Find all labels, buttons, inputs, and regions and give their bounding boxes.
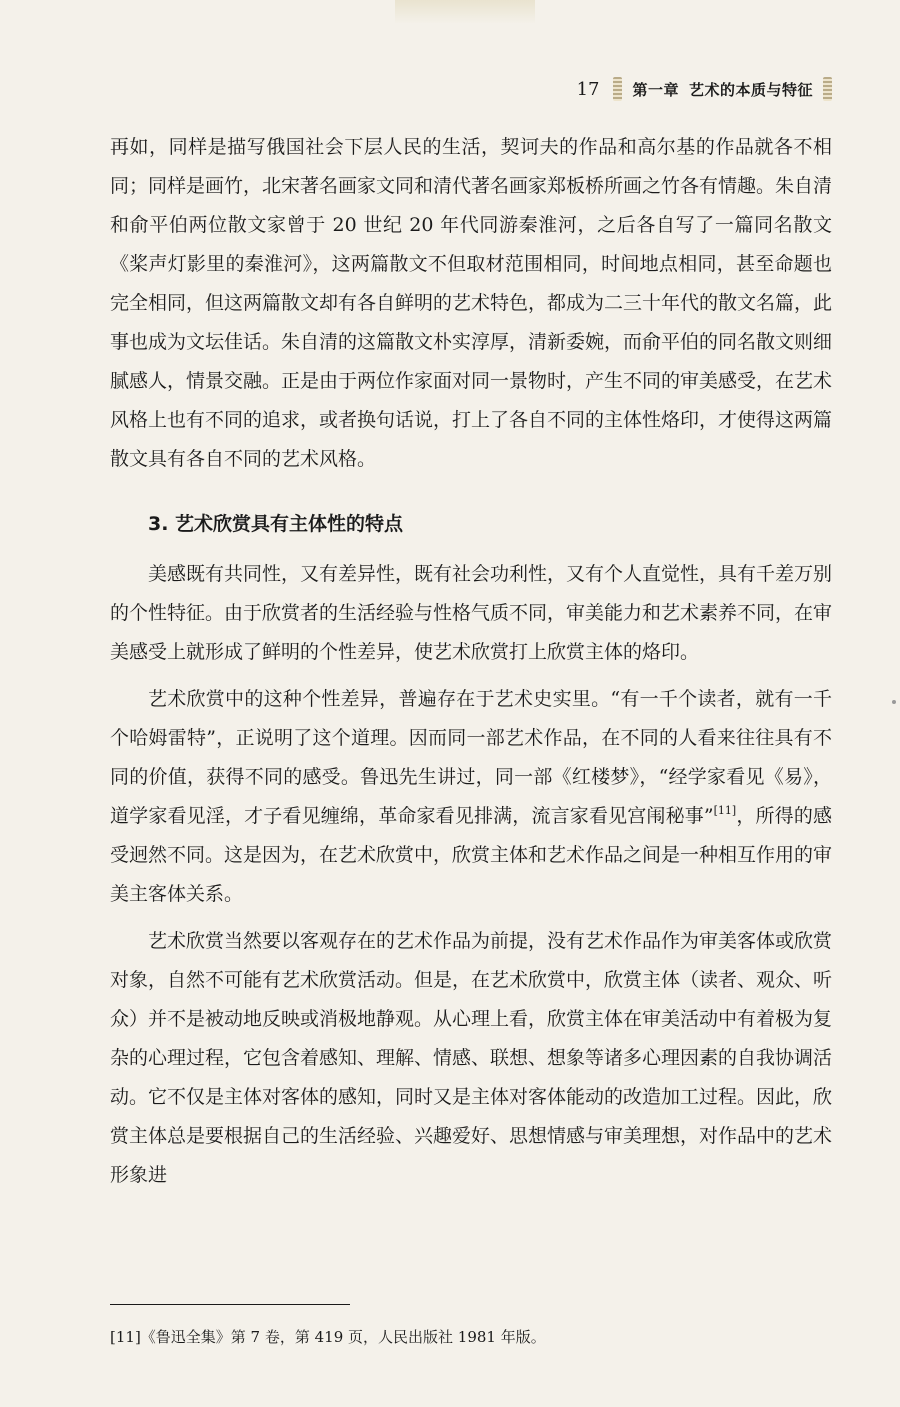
paragraph-text: 艺术欣赏中的这种个性差异，普遍存在于艺术史实里。“有一千个读者，就有一千个哈姆雷特”，正说明了这个道理。因而同一部艺术作品，在不同的人看来往往具有不同的价值，获得不同的感受。鲁迅先生讲过，同一部《红楼梦》，“经学家看见《易》，道学家看见淫，才子看见缠绵，革命家看见排满，流言家看见宫闱秘事” bbox=[110, 688, 832, 827]
section-heading: 3. 艺术欣赏具有主体性的特点 bbox=[148, 513, 404, 535]
paragraph-text: ，所得的感受迥然不同。这是因为，在艺术欣赏中，欣赏主体和艺术作品之间是一种相互作用的审美主客体关系。 bbox=[110, 805, 833, 905]
paragraph: 美感既有共同性，又有差异性，既有社会功利性，又有个人直觉性，具有千差万别的个性特征。由于欣赏者的生活经验与性格气质不同，审美能力和艺术素养不同，在审美感受上就形成了鲜明的个性差异，使艺术欣赏打上欣赏主体的烙印。 bbox=[110, 563, 833, 663]
header-ornament-icon bbox=[823, 77, 832, 101]
header-ornament-icon bbox=[613, 77, 622, 101]
body-text bbox=[110, 128, 832, 1195]
scan-speck bbox=[892, 700, 896, 704]
chapter-title: 艺术的本质与特征 bbox=[688, 80, 813, 99]
chapter-label: 第一章 bbox=[632, 80, 679, 99]
page-stain bbox=[395, 0, 535, 24]
footnote: [11]《鲁迅全集》第 7 卷，第 419 页，人民出版社 1981 年版。 bbox=[110, 1328, 546, 1346]
paragraph: 艺术欣赏当然要以客观存在的艺术作品为前提，没有艺术作品作为审美客体或欣赏对象，自然不可能有艺术欣赏活动。但是，在艺术欣赏中，欣赏主体（读者、观众、听众）并不是被动地反映或消极地静观。从心理上看，欣赏主体在审美活动中有着极为复杂的心理过程，它包含着感知、理解、情感、联想、想象等诸多心理因素的自我协调活动。它不仅是主体对客体的感知，同时又是主体对客体能动的改造加工过程。因此，欣赏主体总是要根据自己的生活经验、兴趣爱好、思想情感与审美理想，对作品中的艺术形象进 bbox=[110, 930, 833, 1186]
footnote-reference[interactable]: [11] bbox=[713, 804, 737, 817]
running-header bbox=[577, 76, 832, 102]
page-number: 17 bbox=[576, 78, 600, 100]
footnote-divider bbox=[110, 1304, 350, 1305]
paragraph bbox=[110, 680, 832, 914]
paragraph-continued: 再如，同样是描写俄国社会下层人民的生活，契诃夫的作品和高尔基的作品就各不相同；同样是画竹，北宋著名画家文同和清代著名画家郑板桥所画之竹各有情趣。朱自清和俞平伯两位散文家曾于 20 世纪 20 年代同游秦淮河，之后各自写了一篇同名散文《桨声灯影里的秦淮河》，这两篇散文不但取材范围相同，时间地点相同，甚至命题也完全相同，但这两篇散文却有各自鲜明的艺术特色，都成为二三十年代的散文名篇，此事也成为文坛佳话。朱自清的这篇散文朴实淳厚，清新委婉，而俞平伯的同名散文则细腻感人，情景交融。正是由于两位作家面对同一景物时，产生不同的审美感受，在艺术风格上也有不同的追求，或者换句话说，打上了各自不同的主体性烙印，才使得这两篇散文具有各自不同的艺术风格。 bbox=[110, 136, 833, 470]
